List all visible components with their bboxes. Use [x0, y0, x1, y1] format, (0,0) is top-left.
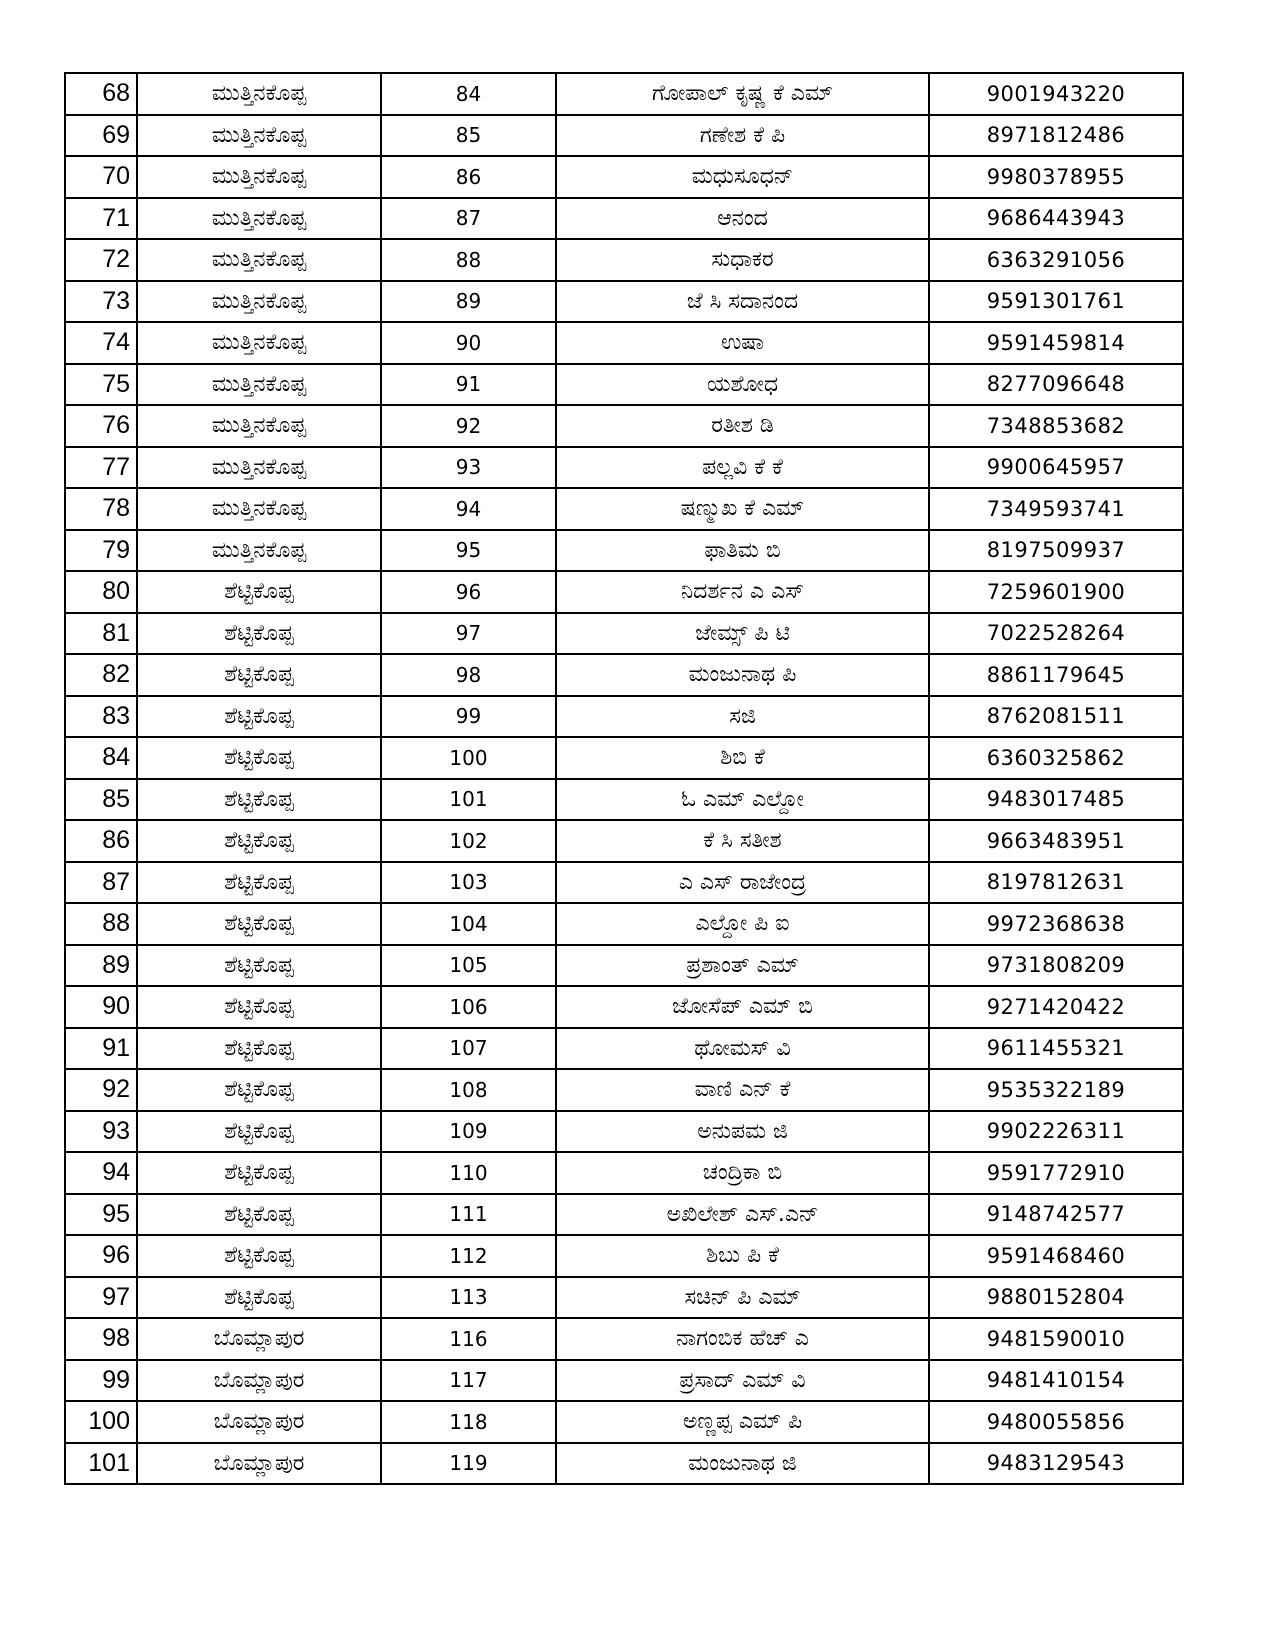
name-cell: ಉಷಾ [556, 322, 929, 364]
phone-number-cell: 9483017485 [929, 779, 1183, 821]
village-cell: ಮುತ್ತಿನಕೊಪ್ಪ [137, 115, 381, 157]
village-cell: ಶೆಟ್ಟಿಕೊಪ್ಪ [137, 571, 381, 613]
table-row [65, 530, 1183, 572]
village-cell: ಮುತ್ತಿನಕೊಪ್ಪ [137, 488, 381, 530]
name-cell: ಷಣ್ಮುಖ ಕೆ ಎಮ್ [556, 488, 929, 530]
serial-number-cell: 81 [65, 613, 137, 655]
phone-number-cell: 9663483951 [929, 820, 1183, 862]
serial-number-cell: 68 [65, 73, 137, 115]
village-cell: ಮುತ್ತಿನಕೊಪ್ಪ [137, 530, 381, 572]
village-cell: ಶೆಟ್ಟಿಕೊಪ್ಪ [137, 986, 381, 1028]
booth-number-cell: 107 [381, 1028, 556, 1070]
serial-number-cell: 101 [65, 1443, 137, 1485]
serial-number-cell: 69 [65, 115, 137, 157]
name-cell: ವಾಣಿ ಎನ್ ಕೆ [556, 1069, 929, 1111]
serial-number-cell: 87 [65, 862, 137, 904]
phone-number-cell: 9980378955 [929, 156, 1183, 198]
village-cell: ಮುತ್ತಿನಕೊಪ್ಪ [137, 239, 381, 281]
booth-number-cell: 110 [381, 1152, 556, 1194]
booth-number-cell: 119 [381, 1443, 556, 1485]
phone-number-cell: 8277096648 [929, 364, 1183, 406]
booth-number-cell: 90 [381, 322, 556, 364]
village-cell: ಮುತ್ತಿನಕೊಪ್ಪ [137, 198, 381, 240]
phone-number-cell: 7259601900 [929, 571, 1183, 613]
village-cell: ಮುತ್ತಿನಕೊಪ್ಪ [137, 281, 381, 323]
phone-number-cell: 9148742577 [929, 1194, 1183, 1236]
village-cell: ಬೊಮ್ಲಾಪುರ [137, 1443, 381, 1485]
table-row [65, 820, 1183, 862]
phone-number-cell: 9535322189 [929, 1069, 1183, 1111]
table-row [65, 862, 1183, 904]
booth-number-cell: 100 [381, 737, 556, 779]
village-cell: ಶೆಟ್ಟಿಕೊಪ್ಪ [137, 1235, 381, 1277]
table-body [65, 73, 1183, 1484]
table-row [65, 654, 1183, 696]
serial-number-cell: 75 [65, 364, 137, 406]
table-row [65, 1152, 1183, 1194]
name-cell: ಆನಂದ [556, 198, 929, 240]
table-row [65, 73, 1183, 115]
booth-number-cell: 86 [381, 156, 556, 198]
phone-number-cell: 9902226311 [929, 1111, 1183, 1153]
village-cell: ಶೆಟ್ಟಿಕೊಪ್ಪ [137, 945, 381, 987]
phone-number-cell: 9731808209 [929, 945, 1183, 987]
name-cell: ಪಲ್ಲವಿ ಕೆ ಕೆ [556, 447, 929, 489]
serial-number-cell: 90 [65, 986, 137, 1028]
serial-number-cell: 97 [65, 1277, 137, 1319]
booth-number-cell: 117 [381, 1360, 556, 1402]
serial-number-cell: 70 [65, 156, 137, 198]
table-row [65, 198, 1183, 240]
phone-number-cell: 9001943220 [929, 73, 1183, 115]
table-row [65, 903, 1183, 945]
village-cell: ಶೆಟ್ಟಿಕೊಪ್ಪ [137, 820, 381, 862]
booth-number-cell: 104 [381, 903, 556, 945]
name-cell: ಸುಧಾಕರ [556, 239, 929, 281]
phone-number-cell: 8197509937 [929, 530, 1183, 572]
phone-number-cell: 8197812631 [929, 862, 1183, 904]
name-cell: ಸಚಿನ್ ಪಿ ಎಮ್ [556, 1277, 929, 1319]
booth-number-cell: 106 [381, 986, 556, 1028]
booth-number-cell: 109 [381, 1111, 556, 1153]
name-cell: ಅಣ್ಣಪ್ಪ ಎಮ್ ಪಿ [556, 1401, 929, 1443]
phone-number-cell: 9481410154 [929, 1360, 1183, 1402]
name-cell: ಗೋಪಾಲ್ ಕೃಷ್ಣ ಕೆ ಎಮ್ [556, 73, 929, 115]
phone-number-cell: 9591468460 [929, 1235, 1183, 1277]
table-row [65, 488, 1183, 530]
booth-number-cell: 88 [381, 239, 556, 281]
village-cell: ಮುತ್ತಿನಕೊಪ್ಪ [137, 73, 381, 115]
name-cell: ಎ ಎಸ್ ರಾಜೇಂದ್ರ [556, 862, 929, 904]
serial-number-cell: 100 [65, 1401, 137, 1443]
booth-number-cell: 93 [381, 447, 556, 489]
phone-number-cell: 8971812486 [929, 115, 1183, 157]
table-row [65, 1443, 1183, 1485]
name-cell: ಯಶೋಧ [556, 364, 929, 406]
village-cell: ಶೆಟ್ಟಿಕೊಪ್ಪ [137, 779, 381, 821]
village-cell: ಮುತ್ತಿನಕೊಪ್ಪ [137, 156, 381, 198]
phone-number-cell: 9480055856 [929, 1401, 1183, 1443]
name-cell: ಮಂಜುನಾಥ ಪಿ [556, 654, 929, 696]
phone-number-cell: 9483129543 [929, 1443, 1183, 1485]
serial-number-cell: 82 [65, 654, 137, 696]
phone-number-cell: 9591301761 [929, 281, 1183, 323]
serial-number-cell: 71 [65, 198, 137, 240]
serial-number-cell: 80 [65, 571, 137, 613]
name-cell: ಅಖಿಲೇಶ್ ಎಸ್.ಎನ್ [556, 1194, 929, 1236]
table-row [65, 779, 1183, 821]
table-row [65, 1069, 1183, 1111]
phone-number-cell: 9900645957 [929, 447, 1183, 489]
serial-number-cell: 84 [65, 737, 137, 779]
serial-number-cell: 96 [65, 1235, 137, 1277]
booth-number-cell: 95 [381, 530, 556, 572]
village-cell: ಶೆಟ್ಟಿಕೊಪ್ಪ [137, 613, 381, 655]
phone-number-cell: 8762081511 [929, 696, 1183, 738]
name-cell: ಪ್ರಸಾದ್ ಎಮ್ ವಿ [556, 1360, 929, 1402]
name-cell: ಅನುಪಮ ಜಿ [556, 1111, 929, 1153]
serial-number-cell: 88 [65, 903, 137, 945]
booth-number-cell: 116 [381, 1318, 556, 1360]
name-cell: ಜೋಸೆಪ್ ಎಮ್ ಬಿ [556, 986, 929, 1028]
table-row [65, 737, 1183, 779]
phone-number-cell: 7022528264 [929, 613, 1183, 655]
phone-number-cell: 9880152804 [929, 1277, 1183, 1319]
village-cell: ಮುತ್ತಿನಕೊಪ್ಪ [137, 447, 381, 489]
serial-number-cell: 91 [65, 1028, 137, 1070]
table-row [65, 281, 1183, 323]
booth-number-cell: 108 [381, 1069, 556, 1111]
serial-number-cell: 99 [65, 1360, 137, 1402]
table-row [65, 1277, 1183, 1319]
table-row [65, 1194, 1183, 1236]
village-cell: ಮುತ್ತಿನಕೊಪ್ಪ [137, 364, 381, 406]
table-row [65, 1360, 1183, 1402]
table-row [65, 1318, 1183, 1360]
phone-number-cell: 9972368638 [929, 903, 1183, 945]
table-row [65, 115, 1183, 157]
serial-number-cell: 79 [65, 530, 137, 572]
serial-number-cell: 74 [65, 322, 137, 364]
name-cell: ಮಂಜುನಾಥ ಜಿ [556, 1443, 929, 1485]
name-cell: ಎಲ್ದೋ ಪಿ ಐ [556, 903, 929, 945]
phone-number-cell: 7348853682 [929, 405, 1183, 447]
name-cell: ಜೆ ಸಿ ಸದಾನಂದ [556, 281, 929, 323]
serial-number-cell: 78 [65, 488, 137, 530]
village-cell: ಬೊಮ್ಲಾಪುರ [137, 1318, 381, 1360]
phone-number-cell: 9481590010 [929, 1318, 1183, 1360]
table-row [65, 986, 1183, 1028]
serial-number-cell: 73 [65, 281, 137, 323]
booth-number-cell: 105 [381, 945, 556, 987]
table-row [65, 613, 1183, 655]
booth-number-cell: 85 [381, 115, 556, 157]
serial-number-cell: 76 [65, 405, 137, 447]
name-cell: ಸಜಿ [556, 696, 929, 738]
serial-number-cell: 86 [65, 820, 137, 862]
table-row [65, 1401, 1183, 1443]
phone-number-cell: 7349593741 [929, 488, 1183, 530]
booth-number-cell: 87 [381, 198, 556, 240]
serial-number-cell: 83 [65, 696, 137, 738]
phone-number-cell: 9591772910 [929, 1152, 1183, 1194]
booth-number-cell: 94 [381, 488, 556, 530]
village-cell: ಶೆಟ್ಟಿಕೊಪ್ಪ [137, 903, 381, 945]
village-cell: ಶೆಟ್ಟಿಕೊಪ್ಪ [137, 696, 381, 738]
booth-number-cell: 118 [381, 1401, 556, 1443]
name-cell: ಚಂದ್ರಿಕಾ ಬಿ [556, 1152, 929, 1194]
village-cell: ಶೆಟ್ಟಿಕೊಪ್ಪ [137, 737, 381, 779]
booth-number-cell: 96 [381, 571, 556, 613]
table-row [65, 405, 1183, 447]
name-cell: ಫಾತಿಮ ಬಿ [556, 530, 929, 572]
booth-number-cell: 98 [381, 654, 556, 696]
village-cell: ಶೆಟ್ಟಿಕೊಪ್ಪ [137, 1277, 381, 1319]
serial-number-cell: 98 [65, 1318, 137, 1360]
booth-number-cell: 113 [381, 1277, 556, 1319]
serial-number-cell: 95 [65, 1194, 137, 1236]
name-cell: ಕೆ ಸಿ ಸತೀಶ [556, 820, 929, 862]
phone-number-cell: 8861179645 [929, 654, 1183, 696]
table-row [65, 571, 1183, 613]
table-row [65, 239, 1183, 281]
village-cell: ಶೆಟ್ಟಿಕೊಪ್ಪ [137, 1111, 381, 1153]
phone-number-cell: 9611455321 [929, 1028, 1183, 1070]
table-row [65, 156, 1183, 198]
table-row [65, 1028, 1183, 1070]
booth-number-cell: 103 [381, 862, 556, 904]
table-row [65, 1235, 1183, 1277]
serial-number-cell: 85 [65, 779, 137, 821]
table-row [65, 364, 1183, 406]
village-cell: ಬೊಮ್ಲಾಪುರ [137, 1360, 381, 1402]
table-row [65, 696, 1183, 738]
phone-number-cell: 9686443943 [929, 198, 1183, 240]
serial-number-cell: 92 [65, 1069, 137, 1111]
booth-number-cell: 112 [381, 1235, 556, 1277]
table-row [65, 447, 1183, 489]
village-cell: ಬೊಮ್ಲಾಪುರ [137, 1401, 381, 1443]
phone-number-cell: 9271420422 [929, 986, 1183, 1028]
name-cell: ನಿದರ್ಶನ ಎ ಎಸ್ [556, 571, 929, 613]
booth-number-cell: 89 [381, 281, 556, 323]
name-cell: ಗಣೇಶ ಕೆ ಪಿ [556, 115, 929, 157]
booth-number-cell: 84 [381, 73, 556, 115]
booth-number-cell: 97 [381, 613, 556, 655]
serial-number-cell: 93 [65, 1111, 137, 1153]
village-cell: ಶೆಟ್ಟಿಕೊಪ್ಪ [137, 1152, 381, 1194]
name-cell: ನಾಗಂಬಿಕ ಹೆಚ್ ಎ [556, 1318, 929, 1360]
booth-number-cell: 99 [381, 696, 556, 738]
name-cell: ಥೋಮಸ್ ವಿ [556, 1028, 929, 1070]
village-cell: ಶೆಟ್ಟಿಕೊಪ್ಪ [137, 654, 381, 696]
phone-number-cell: 9591459814 [929, 322, 1183, 364]
serial-number-cell: 77 [65, 447, 137, 489]
contact-table [64, 72, 1184, 1485]
name-cell: ಜೇಮ್ಸ್ ಪಿ ಟಿ [556, 613, 929, 655]
name-cell: ಓ ಎಮ್ ಎಲ್ದೋ [556, 779, 929, 821]
booth-number-cell: 101 [381, 779, 556, 821]
name-cell: ಪ್ರಶಾಂತ್ ಎಮ್ [556, 945, 929, 987]
table-row [65, 945, 1183, 987]
booth-number-cell: 91 [381, 364, 556, 406]
serial-number-cell: 89 [65, 945, 137, 987]
serial-number-cell: 94 [65, 1152, 137, 1194]
name-cell: ಮಧುಸೂಧನ್ [556, 156, 929, 198]
booth-number-cell: 111 [381, 1194, 556, 1236]
booth-number-cell: 92 [381, 405, 556, 447]
village-cell: ಶೆಟ್ಟಿಕೊಪ್ಪ [137, 862, 381, 904]
name-cell: ಶಿಬಿ ಕೆ [556, 737, 929, 779]
village-cell: ಮುತ್ತಿನಕೊಪ್ಪ [137, 405, 381, 447]
village-cell: ಶೆಟ್ಟಿಕೊಪ್ಪ [137, 1069, 381, 1111]
village-cell: ಶೆಟ್ಟಿಕೊಪ್ಪ [137, 1028, 381, 1070]
serial-number-cell: 72 [65, 239, 137, 281]
name-cell: ರತೀಶ ಡಿ [556, 405, 929, 447]
village-cell: ಶೆಟ್ಟಿಕೊಪ್ಪ [137, 1194, 381, 1236]
table-row [65, 322, 1183, 364]
name-cell: ಶಿಬು ಪಿ ಕೆ [556, 1235, 929, 1277]
village-cell: ಮುತ್ತಿನಕೊಪ್ಪ [137, 322, 381, 364]
booth-number-cell: 102 [381, 820, 556, 862]
phone-number-cell: 6363291056 [929, 239, 1183, 281]
table-row [65, 1111, 1183, 1153]
phone-number-cell: 6360325862 [929, 737, 1183, 779]
